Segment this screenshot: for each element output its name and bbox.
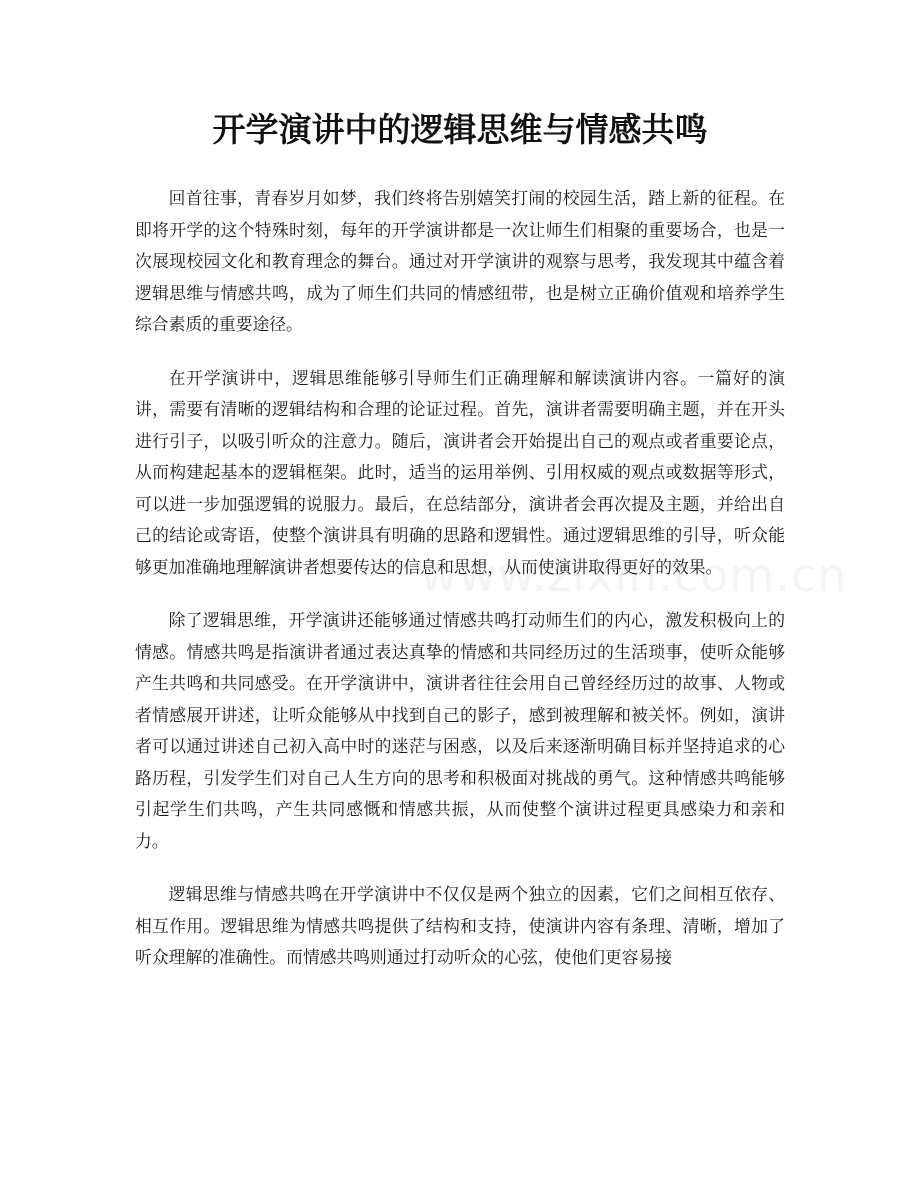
document-title: 开学演讲中的逻辑思维与情感共鸣 [212, 110, 708, 149]
paragraph-2: 在开学演讲中，逻辑思维能够引导师生们正确理解和解读演讲内容。一篇好的演讲，需要有清晰的逻辑结构和合理的论证过程。首先，演讲者需要明确主题，并在开头进行引子，以吸引听众的注意力。随后，演讲者会开始提出自己的观点或者重要论点，从而构建起基本的逻辑框架。此时，适当的运用举例、引用权威的观点或数据等形式，可以进一步加强逻辑的说服力。最后，在总结部分，演讲者会再次提及主题，并给出自己的结论或寄语，使整个演讲具有明确的思路和逻辑性。通过逻辑思维的引导，听众能够更加准确地理解演讲者想要传达的信息和思想，从而使演讲取得更好的效果。 [135, 367, 785, 577]
document-body [135, 183, 785, 996]
paragraph-1: 回首往事，青春岁月如梦，我们终将告别嬉笑打闹的校园生活，踏上新的征程。在即将开学的这个特殊时刻，每年的开学演讲都是一次让师生们相聚的重要场合，也是一次展现校园文化和教育理念的舞台。通过对开学演讲的观察与思考，我发现其中蕴含着逻辑思维与情感共鸣，成为了师生们共同的情感纽带，也是树立正确价值观和培养学生综合素质的重要途径。 [135, 188, 785, 334]
paragraph-4: 逻辑思维与情感共鸣在开学演讲中不仅仅是两个独立的因素，它们之间相互依存、相互作用。逻辑思维为情感共鸣提供了结构和支持，使演讲内容有条理、清晰，增加了听众理解的准确性。而情感共鸣则通过打动听众的心弦，使他们更容易接 [135, 884, 785, 967]
paragraph-3: 除了逻辑思维，开学演讲还能够通过情感共鸣打动师生们的内心，激发积极向上的情感。情感共鸣是指演讲者通过表达真挚的情感和共同经历过的生活琐事，使听众能够产生共鸣和共同感受。在开学演讲中，演讲者往往会用自己曾经经历过的故事、人物或者情感展开讲述，让听众能够从中找到自己的影子，感到被理解和被关怀。例如，演讲者可以通过讲述自己初入高中时的迷茫与困惑，以及后来逐渐明确目标并坚持追求的心路历程，引发学生们对自己人生方向的思考和积极面对挑战的勇气。这种情感共鸣能够引起学生们共鸣，产生共同感慨和情感共振，从而使整个演讲过程更具感染力和亲和力。 [135, 610, 785, 851]
